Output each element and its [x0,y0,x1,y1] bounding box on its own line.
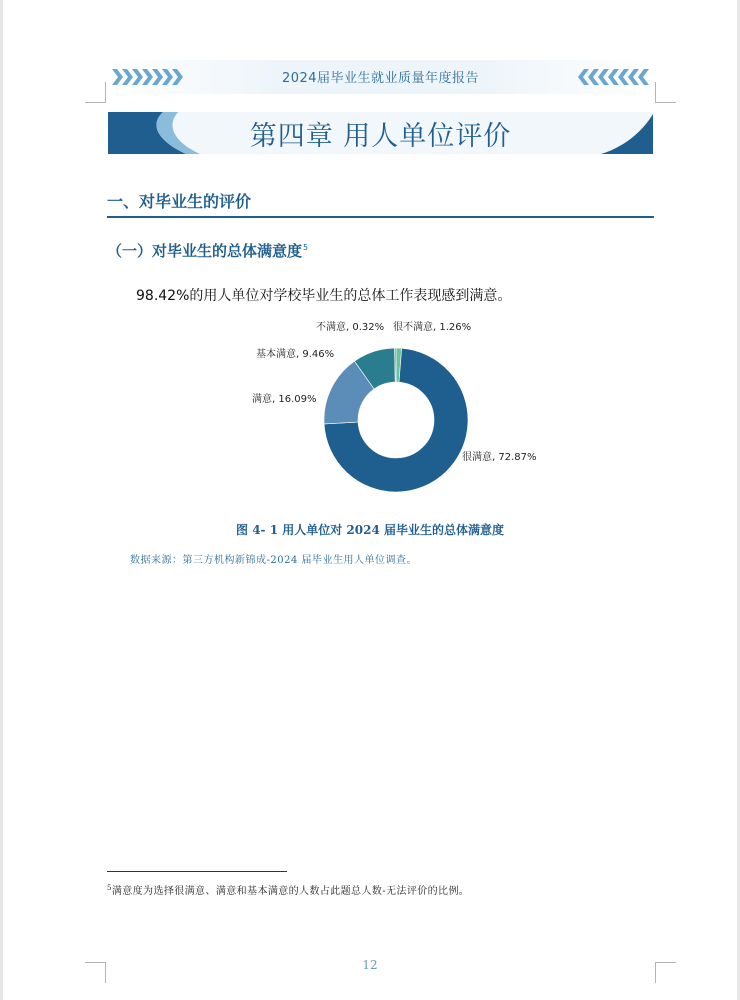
banner-swoosh-right-icon [593,112,653,154]
chevron-decoration-right-icon [577,66,649,88]
figure-caption: 图 4- 1 用人单位对 2024 届毕业生的总体满意度 [236,523,504,537]
satisfaction-donut-chart [230,310,550,510]
footnote-marker: 5 [107,884,112,892]
section-heading: 一、对毕业生的评价 [107,192,252,211]
footnote-reference[interactable]: 5 [303,243,309,252]
data-source-note: 数据来源：第三方机构新锦成-2024 届毕业生用人单位调查。 [130,555,418,566]
crop-mark-top-left [85,82,106,103]
footnote-text: 满意度为选择很满意、满意和基本满意的人数占此题总人数-无法评价的比例。 [111,886,470,897]
donut-label-4: 不满意, 0.32% [316,322,385,333]
body-paragraph: 98.42%的用人单位对学校毕业生的总体工作表现感到满意。 [136,288,512,304]
section-divider [107,216,654,218]
page-number: 12 [362,958,378,972]
donut-chart-svg [230,310,550,510]
donut-label-3: 基本满意, 9.46% [256,349,335,360]
footnote-separator [107,871,287,872]
subsection-heading [107,240,308,261]
chapter-banner [108,112,653,154]
chapter-title: 第四章 用人单位评价 [249,121,512,152]
donut-label-1: 很满意, 72.87% [462,452,537,463]
donut-label-2: 满意, 16.09% [252,394,317,405]
crop-mark-top-right [655,82,676,103]
subsection-heading-text: （一）对毕业生的总体满意度 [107,242,303,260]
donut-label-5: 很不满意, 1.26% [393,322,472,333]
footnote [107,882,469,897]
running-header-title: 2024届毕业生就业质量年度报告 [281,71,480,86]
page-edge-left [0,0,3,1000]
running-header [108,60,653,94]
